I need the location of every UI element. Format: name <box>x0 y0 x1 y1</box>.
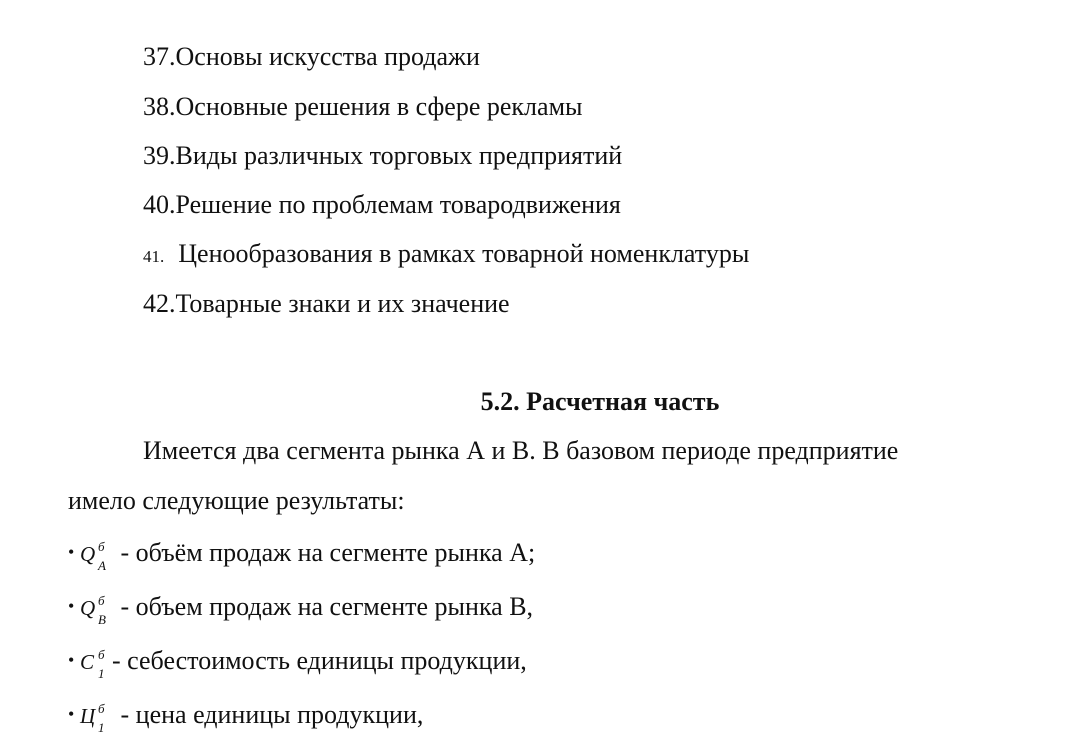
list-number: 38. <box>143 92 176 121</box>
list-text: Товарные знаки и их значение <box>175 289 510 318</box>
definition-item <box>68 537 536 573</box>
list-text: Решение по проблемам товародвижения <box>175 190 621 219</box>
definition-text: - объём продаж на сегменте рынка А; <box>114 538 536 567</box>
list-number: 39. <box>143 141 176 170</box>
intro-paragraph-line: Имеется два сегмента рынка А и В. В базовом периоде предприятие <box>143 436 899 465</box>
intro-paragraph-line: имело следующие результаты: <box>68 486 405 515</box>
section-heading: 5.2. Расчетная часть <box>480 387 720 416</box>
list-text: Ценообразования в рамках товарной номенклатуры <box>178 239 750 268</box>
definition-text: - объем продаж на сегменте рынка В, <box>114 592 534 621</box>
list-number: 37. <box>143 42 176 71</box>
list-item <box>143 92 583 122</box>
list-item <box>143 289 510 319</box>
list-text: Виды различных торговых предприятий <box>175 141 623 170</box>
bullet-icon: • <box>68 704 75 724</box>
definition-item <box>68 645 527 681</box>
list-number: 41. <box>143 247 165 266</box>
math-symbol: Q б B <box>80 593 106 627</box>
definition-text: - цена единицы продукции, <box>114 700 424 729</box>
list-text: Основные решения в сфере рекламы <box>175 92 583 121</box>
definition-item <box>68 591 534 627</box>
bullet-icon: • <box>68 542 75 562</box>
list-item <box>143 141 622 171</box>
bullet-icon: • <box>68 650 75 670</box>
list-number: 42. <box>143 289 176 318</box>
list-item <box>143 190 621 220</box>
math-symbol: C б 1 <box>80 647 105 681</box>
math-symbol: Ц б 1 <box>80 701 105 735</box>
list-item <box>143 239 749 272</box>
list-number: 40. <box>143 190 176 219</box>
definition-text: - себестоимость единицы продукции, <box>112 646 527 675</box>
math-symbol: Q б A <box>80 539 106 573</box>
bullet-icon: • <box>68 596 75 616</box>
list-text: Основы искусства продажи <box>175 42 480 71</box>
definition-item <box>68 699 424 735</box>
list-item <box>143 42 480 72</box>
